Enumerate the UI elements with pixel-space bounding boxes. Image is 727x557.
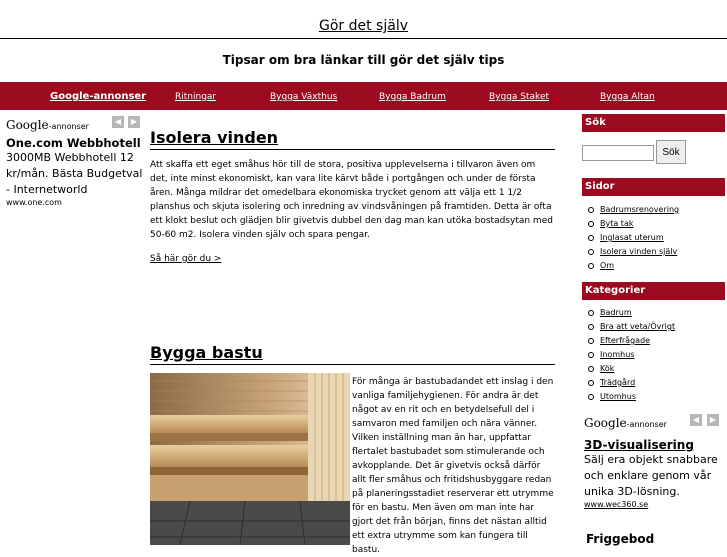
prev-arrow-icon[interactable]: ◀ bbox=[112, 116, 124, 128]
list-item[interactable] bbox=[586, 390, 675, 404]
category-link[interactable]: Bra att veta/Övrigt bbox=[600, 322, 676, 331]
bullet-icon bbox=[588, 366, 594, 372]
ads-right bbox=[584, 412, 726, 509]
page-link[interactable]: Inglasat uterum bbox=[600, 233, 664, 242]
ads-left bbox=[6, 114, 146, 207]
bullet-icon bbox=[588, 324, 594, 330]
post-title-bastu[interactable]: Bygga bastu bbox=[150, 343, 263, 362]
list-item[interactable] bbox=[586, 259, 679, 273]
nav-link-bygga-altan[interactable]: Bygga Altan bbox=[600, 92, 655, 102]
post-body-isolera: Att skaffa ett eget småhus hör till de stora, positiva upplevelserna i tillvaron även om det, inte minst ekonomiskt, kan vara lite kärvt både i portgången och under de första åren. Många mildrar det omedelbara ekonomiska trycket genom att välja ett 1 1/2 planshus och skjuta isolering och inredning av vindsvåningen på framtiden. Detta är ofta ett klokt beslut och glädjen blir givetvis dubbel den dag man kan utöka bostadsytan med 50-60 m2. Isolera vinden själv och spara pengar. bbox=[150, 160, 553, 240]
bullet-icon bbox=[588, 249, 594, 255]
category-link[interactable]: Utomhus bbox=[600, 392, 636, 401]
category-link[interactable]: Badrum bbox=[600, 308, 632, 317]
categories-list bbox=[586, 306, 675, 404]
list-item[interactable] bbox=[586, 348, 675, 362]
google-logo: Google bbox=[584, 416, 627, 430]
search-input[interactable] bbox=[582, 145, 654, 161]
nav-bar bbox=[0, 82, 727, 110]
title-divider bbox=[0, 38, 727, 39]
ad-url[interactable]: www.wec360.se bbox=[584, 500, 649, 509]
category-link[interactable]: Inomhus bbox=[600, 350, 635, 359]
post-title-isolera[interactable]: Isolera vinden bbox=[150, 128, 279, 147]
bullet-icon bbox=[588, 380, 594, 386]
list-item[interactable] bbox=[586, 306, 675, 320]
google-ads-header bbox=[584, 412, 726, 428]
page-link[interactable]: Badrumsrenovering bbox=[600, 205, 680, 214]
category-link[interactable]: Kök bbox=[600, 364, 615, 373]
site-tagline: Tipsar om bra länkar till gör det själv tips bbox=[222, 53, 505, 67]
category-link[interactable]: Efterfrågade bbox=[600, 336, 651, 345]
site-title[interactable] bbox=[0, 18, 727, 34]
sauna-illustration bbox=[150, 373, 350, 545]
post-divider bbox=[150, 149, 555, 150]
next-arrow-icon[interactable]: ▶ bbox=[707, 414, 719, 426]
list-item[interactable] bbox=[586, 334, 675, 348]
page-link[interactable]: Isolera vinden själv bbox=[600, 247, 678, 256]
ad-title[interactable]: One.com Webbhotell bbox=[6, 136, 141, 150]
list-item[interactable] bbox=[586, 231, 679, 245]
pages-heading: Sidor bbox=[582, 178, 725, 196]
bullet-icon bbox=[588, 263, 594, 269]
list-item[interactable] bbox=[586, 362, 675, 376]
ads-label: -annonser bbox=[626, 420, 667, 429]
bullet-icon bbox=[588, 221, 594, 227]
pages-list bbox=[586, 203, 679, 273]
list-item[interactable] bbox=[586, 245, 679, 259]
site-title-link[interactable]: Gör det själv bbox=[319, 18, 408, 34]
bullet-icon bbox=[588, 310, 594, 316]
bullet-icon bbox=[588, 394, 594, 400]
read-more-link[interactable]: Så här gör du > bbox=[150, 254, 222, 264]
categories-heading: Kategorier bbox=[582, 282, 725, 300]
post-body-bastu: För många är bastubadandet ett inslag i den vanliga familjehygienen. För andra är det något av en rit och en betydelsefull del i samvaron med familjen och nära vänner. Vilken inställning man än har, uppfattar flertalet bastubadet som stimulerande och avkopplande. Det är givetvis också därför allt fler småhus och fritidshusbyggare redan på planeringsstadiet reserverar ett utrymme för en bastu. Men även om man inte har gjort det från början, finns det nästan alltid ett extra utrymme som kan fungera till bastu. bbox=[352, 377, 554, 555]
prev-arrow-icon[interactable]: ◀ bbox=[690, 414, 702, 426]
ad-title[interactable]: 3D-visualisering bbox=[584, 438, 694, 452]
search-button[interactable]: Sök bbox=[656, 140, 686, 164]
nav-link-bygga-staket[interactable]: Bygga Staket bbox=[489, 92, 550, 102]
ads-label: -annonser bbox=[48, 122, 89, 131]
next-arrow-icon[interactable]: ▶ bbox=[128, 116, 140, 128]
list-item[interactable] bbox=[586, 376, 675, 390]
page-link[interactable]: Om bbox=[600, 261, 615, 270]
category-link[interactable]: Trädgård bbox=[600, 378, 636, 387]
nav-ads-link[interactable]: Google-annonser bbox=[50, 91, 147, 102]
list-item[interactable] bbox=[586, 320, 675, 334]
nav-link-bygga-badrum[interactable]: Bygga Badrum bbox=[379, 92, 446, 102]
list-item[interactable] bbox=[586, 217, 679, 231]
ad-body: 3000MB Webbhotell 12 kr/mån. Bästa Budgetval - Internetworld bbox=[6, 151, 143, 196]
nav-link-ritningar[interactable]: Ritningar bbox=[175, 92, 217, 102]
ad-body: Sälj era objekt snabbare och enklare genom vår unika 3D-lösning. bbox=[584, 453, 718, 498]
bullet-icon bbox=[588, 338, 594, 344]
bullet-icon bbox=[588, 235, 594, 241]
nav-link-bygga-vaxthus[interactable]: Bygga Växthus bbox=[270, 92, 338, 102]
sauna-photo bbox=[150, 373, 350, 545]
list-item[interactable] bbox=[586, 203, 679, 217]
google-ads-header bbox=[6, 114, 146, 130]
bullet-icon bbox=[588, 352, 594, 358]
google-logo: Google bbox=[6, 118, 49, 132]
search-heading: Sök bbox=[582, 114, 725, 132]
bullet-icon bbox=[588, 207, 594, 213]
post-divider bbox=[150, 364, 555, 365]
ad-title[interactable]: Friggebod bbox=[586, 532, 655, 546]
ad-url[interactable]: www.one.com bbox=[6, 198, 62, 207]
page-link[interactable]: Byta tak bbox=[600, 219, 634, 228]
